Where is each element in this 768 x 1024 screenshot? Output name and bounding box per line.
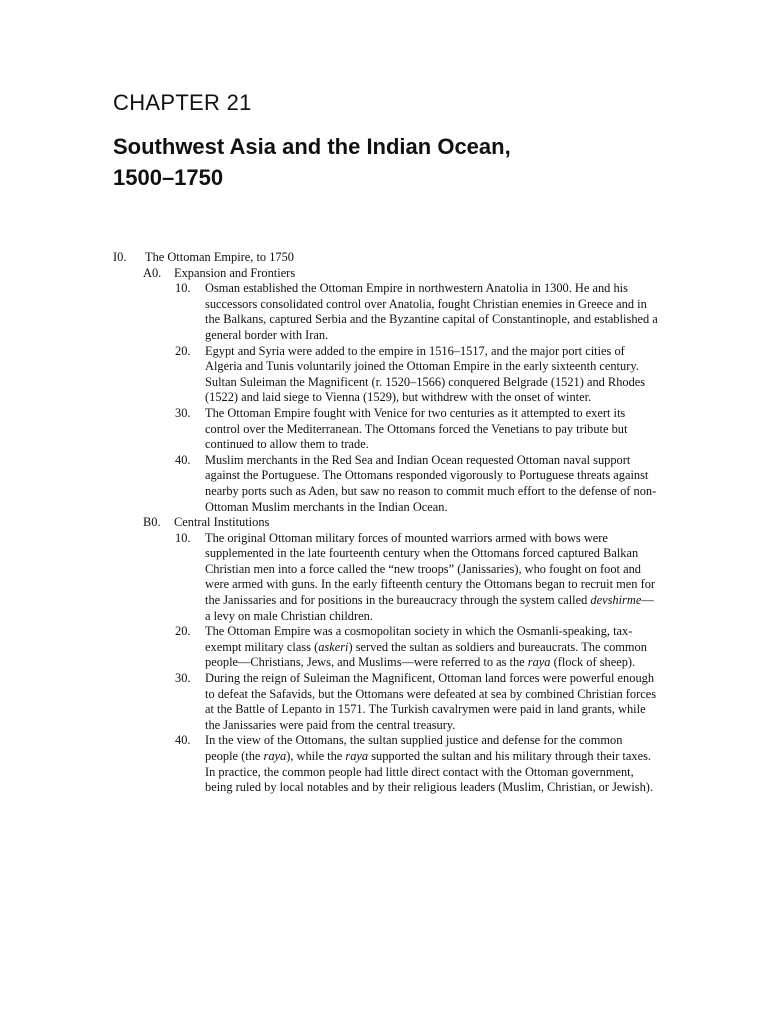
subsection-text: Expansion and Frontiers bbox=[174, 265, 296, 280]
subsection-heading-b bbox=[113, 515, 658, 531]
list-item bbox=[175, 452, 658, 515]
list-item bbox=[175, 343, 658, 406]
item-text: Egypt and Syria were added to the empire in 1516–1517, and the major port cities of Algeria and Tunis voluntarily joined the Ottoman Empire in the early sixteenth century. Sultan Suleiman the Magnificent (r. 1520–1566) conquered Belgrade (1521) and Rhodes (1522) and laid siege to Vienna (1529), but withdrew with the onset of winter. bbox=[205, 343, 646, 405]
list-item bbox=[175, 671, 658, 733]
outline bbox=[113, 250, 658, 796]
chapter-title bbox=[113, 131, 673, 193]
list-item bbox=[175, 281, 658, 343]
italic-term: askeri bbox=[318, 639, 349, 654]
item-text bbox=[205, 624, 658, 671]
text-run: supported the sultan and his military through their taxes. In practice, the common people had little direct contact with the Ottoman government, being ruled by local notables and by their religious leaders (Muslim, Christian, or Jewish). bbox=[205, 749, 654, 795]
item-text: Muslim merchants in the Red Sea and Indian Ocean requested Ottoman naval support against the Portuguese. The Ottomans responded vigorously to Portuguese threats against nearby ports such as Aden, but saw no reason to commit much effort to the defense of non-Ottoman Muslim merchants in the Indian Ocean. bbox=[205, 452, 657, 514]
section-number: I0. bbox=[113, 250, 127, 264]
item-number: 10. bbox=[175, 281, 191, 296]
item-text bbox=[205, 733, 658, 795]
item-number: 10. bbox=[175, 530, 191, 545]
italic-term: raya bbox=[263, 749, 287, 763]
item-text: During the reign of Suleiman the Magnificent, Ottoman land forces were powerful enough to defeat the Safavids, but the Ottomans were defeated at sea by combined Christian forces at the Battle of Lepanto in 1571. The Turkish cavalrymen were paid in land grants, while the Janissaries were paid from the central treasury. bbox=[205, 671, 657, 732]
title-line-2: 1500–1750 bbox=[113, 165, 224, 190]
item-text: Osman established the Ottoman Empire in northwestern Anatolia in 1300. He and his successors consolidated control over Anatolia, fought Christian enemies in Greece and in the Balkans, captured Serbia and the Byzantine capital of Constantinople, and established a general border with Iran. bbox=[205, 281, 658, 342]
subsection-number: A0. bbox=[143, 265, 162, 280]
title-line-1: Southwest Asia and the Indian Ocean, bbox=[113, 134, 511, 159]
item-number: 20. bbox=[175, 624, 191, 639]
italic-term: raya bbox=[527, 655, 551, 670]
italic-term: devshirme bbox=[590, 593, 642, 608]
chapter-label: CHAPTER 21 bbox=[113, 90, 252, 115]
list-item bbox=[175, 733, 658, 795]
item-number: 20. bbox=[175, 343, 191, 358]
italic-term: raya bbox=[345, 749, 369, 763]
item-number: 40. bbox=[175, 452, 191, 467]
text-run: ) served the sultan as soldiers and bureaucrats. The common people—Christians, Jews, and Muslims—were referred to as the bbox=[205, 639, 647, 670]
list-item bbox=[175, 530, 658, 625]
section-heading bbox=[113, 250, 658, 266]
subsection-text: Central Institutions bbox=[174, 515, 270, 530]
text-run: (flock of sheep). bbox=[550, 655, 636, 670]
subsection-heading-a bbox=[113, 266, 658, 282]
section-text: The Ottoman Empire, to 1750 bbox=[145, 250, 295, 264]
list-item bbox=[175, 405, 658, 453]
text-run: The original Ottoman military forces of mounted warriors armed with bows were supplemented in the late fourteenth century when the Ottomans forced captured Balkan Christian men into a force called the “new troops” (Janissaries), who fought on foot and were armed with guns. In the early fifteenth century the Ottomans began to recruit men for the Janissaries and for positions in the bureaucracy through the system called bbox=[205, 530, 656, 608]
text-run: —a levy on male Christian children. bbox=[205, 593, 654, 623]
subsection-number: B0. bbox=[143, 515, 161, 530]
list-item bbox=[175, 624, 658, 671]
text-run: The Ottoman Empire was a cosmopolitan society in which the Osmanli-speaking, tax-exempt military class ( bbox=[205, 624, 633, 654]
item-number: 30. bbox=[175, 405, 191, 420]
item-number: 30. bbox=[175, 671, 191, 686]
text-run: In the view of the Ottomans, the sultan supplied justice and defense for the common people (the bbox=[205, 733, 623, 763]
item-text bbox=[205, 531, 658, 625]
text-run: ), while the bbox=[286, 749, 346, 763]
item-number: 40. bbox=[175, 733, 191, 748]
item-text: The Ottoman Empire fought with Venice for two centuries as it attempted to exert its control over the Mediterranean. The Ottomans forced the Venetians to pay tribute but continued to allow them to trade. bbox=[205, 405, 628, 452]
